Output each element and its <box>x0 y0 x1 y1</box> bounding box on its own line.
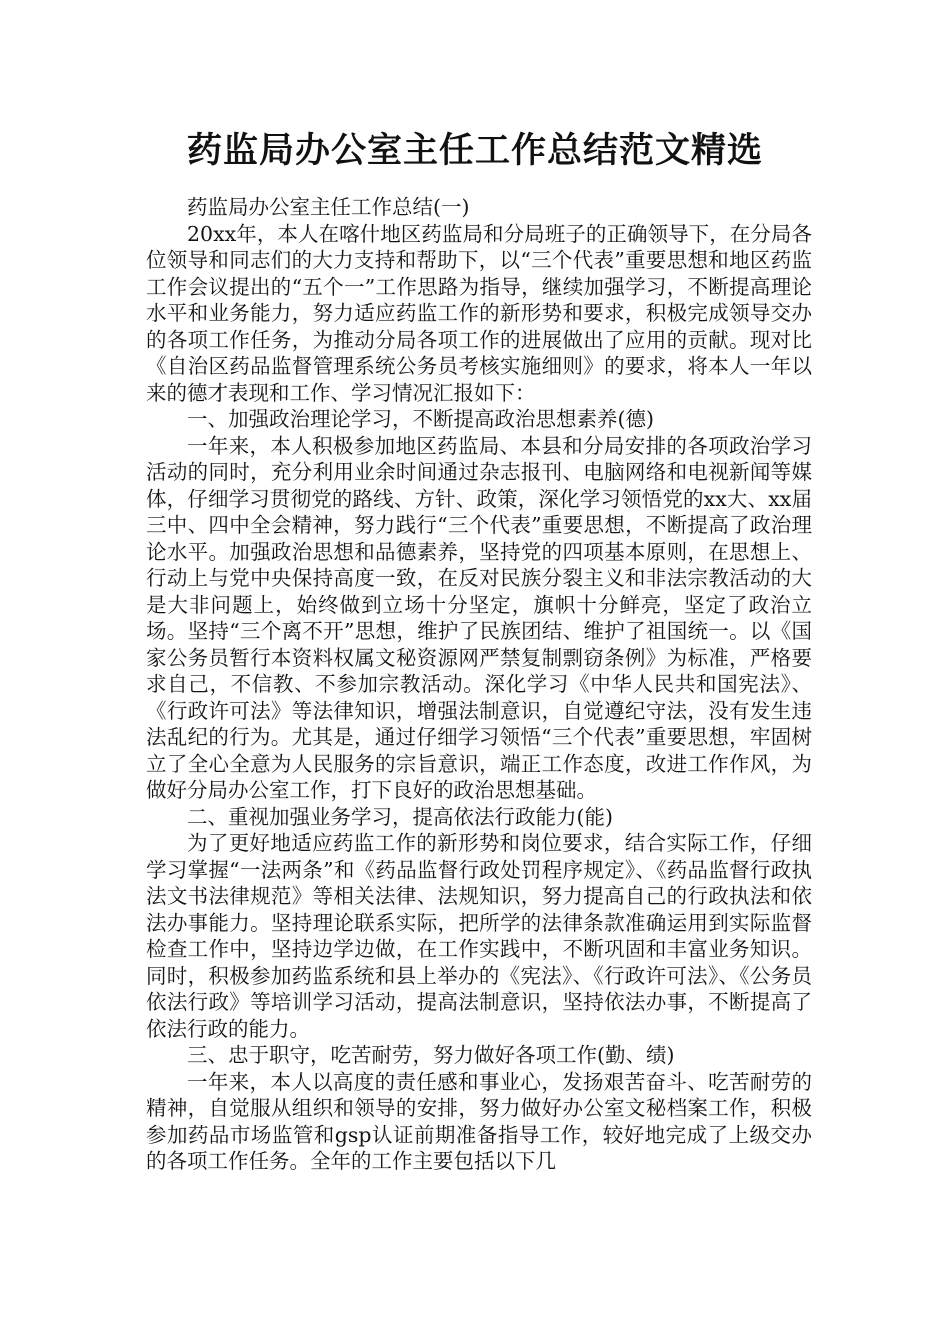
section-heading-business: 二、重视加强业务学习，提高依法行政能力(能) <box>187 804 613 829</box>
section-heading-duty: 三、忠于职守，吃苦耐劳，努力做好各项工作(勤、绩) <box>187 1043 675 1067</box>
body-paragraph-intro: 20xx年，本人在喀什地区药监局和分局班子的正确领导下，在分局各位领导和同志们的大力支持和帮助下，以“三个代表”重要思想和地区药监工作会议提出的“五个一”工作思路为指导，继续加强学习，不断提高理论水平和业务能力，努力适应药监工作的新形势和要求，积极完成领导交办的各项工作任务，为推动分局各项工作的进展做出了应用的贡献。现对比《自治区药品监督管理系统公务员考核实施细则》的要求，将本人一年以来的德才表现和工作、学习情况汇报如下： <box>146 221 812 405</box>
section-heading-political: 一、加强政治理论学习，不断提高政治思想素养(德) <box>187 407 654 431</box>
body-paragraph-business: 为了更好地适应药监工作的新形势和岗位要求，结合实际工作，仔细学习掌握“一法两条”和《药品监督行政处罚程序规定》、《药品监督行政执法文书法律规范》等相关法律、法规知识，努力提高自己的行政执法和依法办事能力。坚持理论联系实际，把所学的法律条款准确运用到实际监督检查工作中，坚持边学边做，在工作实践中，不断巩固和丰富业务知识。同时，积极参加药监系统和县上举办的《宪法》、《行政许可法》、《公务员依法行政》等培训学习活动，提高法制意识，坚持依法办事，不断提高了依法行政的能力。 <box>146 831 812 1041</box>
body-paragraph-duty: 一年来，本人以高度的责任感和事业心，发扬艰苦奋斗、吃苦耐劳的精神，自觉服从组织和领导的安排，努力做好办公室文秘档案工作，积极参加药品市场监管和gsp认证前期准备指导工作，较好地完成了上级交办的各项工作任务。全年的工作主要包括以下几 <box>146 1069 812 1173</box>
document-title: 药监局办公室主任工作总结范文精选 <box>186 131 763 171</box>
document-body <box>146 194 812 1175</box>
body-paragraph-political: 一年来，本人积极参加地区药监局、本县和分局安排的各项政治学习活动的同时，充分利用业余时间通过杂志报刊、电脑网络和电视新闻等媒体，仔细学习贯彻党的路线、方针、政策，深化学习领悟党的xx大、xx届三中、四中全会精神，努力践行“三个代表”重要思想，不断提高了政治理论水平。加强政治思想和品德素养，坚持党的四项基本原则，在思想上、行动上与党中央保持高度一致，在反对民族分裂主义和非法宗教活动的大是大非问题上，始终做到立场十分坚定，旗帜十分鲜亮，坚定了政治立场。坚持“三个离不开”思想，维护了民族团结、维护了祖国统一。以《国家公务员暂行本资料权属文秘资源网严禁复制剽窃条例》为标准，严格要求自己，不信教、不参加宗教活动。深化学习《中华人民共和国宪法》、《行政许可法》等法律知识，增强法制意识，自觉遵纪守法，没有发生违法乱纪的行为。尤其是，通过仔细学习领悟“三个代表”重要思想，牢固树立了全心全意为人民服务的宗旨意识，端正工作态度，改进工作作风，为做好分局办公室工作，打下良好的政治思想基础。 <box>146 433 812 802</box>
section-heading-summary-one: 药监局办公室主任工作总结(一) <box>187 195 470 219</box>
